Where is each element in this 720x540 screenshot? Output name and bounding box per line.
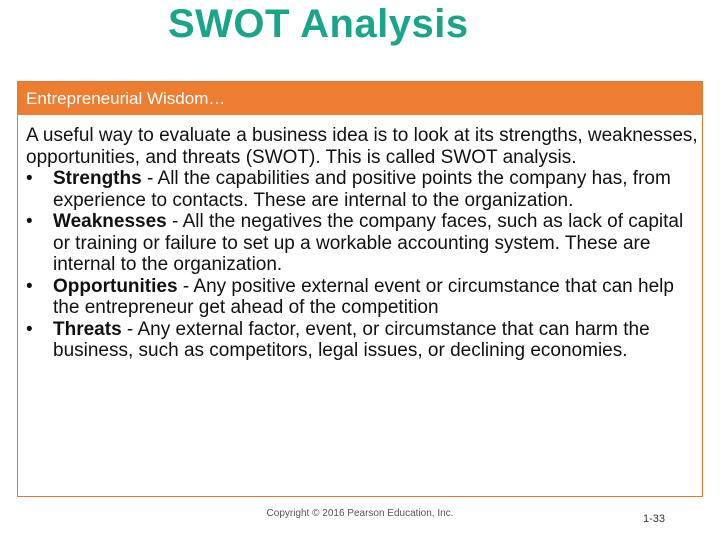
panel-banner: Entrepreneurial Wisdom… bbox=[18, 82, 702, 115]
bullet-text: - Any positive external event or circumstance that can help the entrepreneur get ahead of the competition bbox=[53, 275, 674, 318]
panel-body bbox=[26, 125, 698, 362]
bullet-text: - All the negatives the company faces, such as lack of capital or training or failure to set up a workable accounting system. These are internal to the organization. bbox=[53, 211, 684, 275]
bullet-term: Threats bbox=[53, 318, 122, 340]
bullet-icon: • bbox=[26, 168, 33, 189]
bullet-list bbox=[26, 168, 698, 362]
bullet-weaknesses bbox=[26, 211, 698, 276]
content-panel bbox=[17, 81, 703, 497]
bullet-opportunities bbox=[26, 276, 698, 319]
page-number: 1-33 bbox=[643, 513, 666, 525]
intro-paragraph: A useful way to evaluate a business idea is to look at its strengths, weaknesses, opportunities, and threats (SWOT). This is called SWOT analysis. bbox=[26, 125, 698, 168]
bullet-term: Strengths bbox=[53, 168, 142, 189]
bullet-icon: • bbox=[26, 211, 33, 232]
slide-title: SWOT Analysis bbox=[168, 2, 469, 46]
bullet-text: - All the capabilities and positive points the company has, from experience to contacts. These are internal to the organization. bbox=[53, 168, 671, 211]
copyright-footer bbox=[0, 508, 720, 519]
bullet-term: Opportunities bbox=[53, 275, 178, 297]
bullet-icon: • bbox=[26, 318, 33, 340]
copyright-text: Copyright © 2016 Pearson Education, Inc. bbox=[266, 508, 454, 519]
bullet-icon: • bbox=[26, 275, 33, 297]
bullet-threats bbox=[26, 319, 698, 362]
bullet-strengths bbox=[26, 168, 698, 211]
bullet-text: - Any external factor, event, or circumstance that can harm the business, such as competitors, legal issues, or declining economies. bbox=[53, 318, 650, 361]
bullet-term: Weaknesses bbox=[53, 211, 167, 232]
